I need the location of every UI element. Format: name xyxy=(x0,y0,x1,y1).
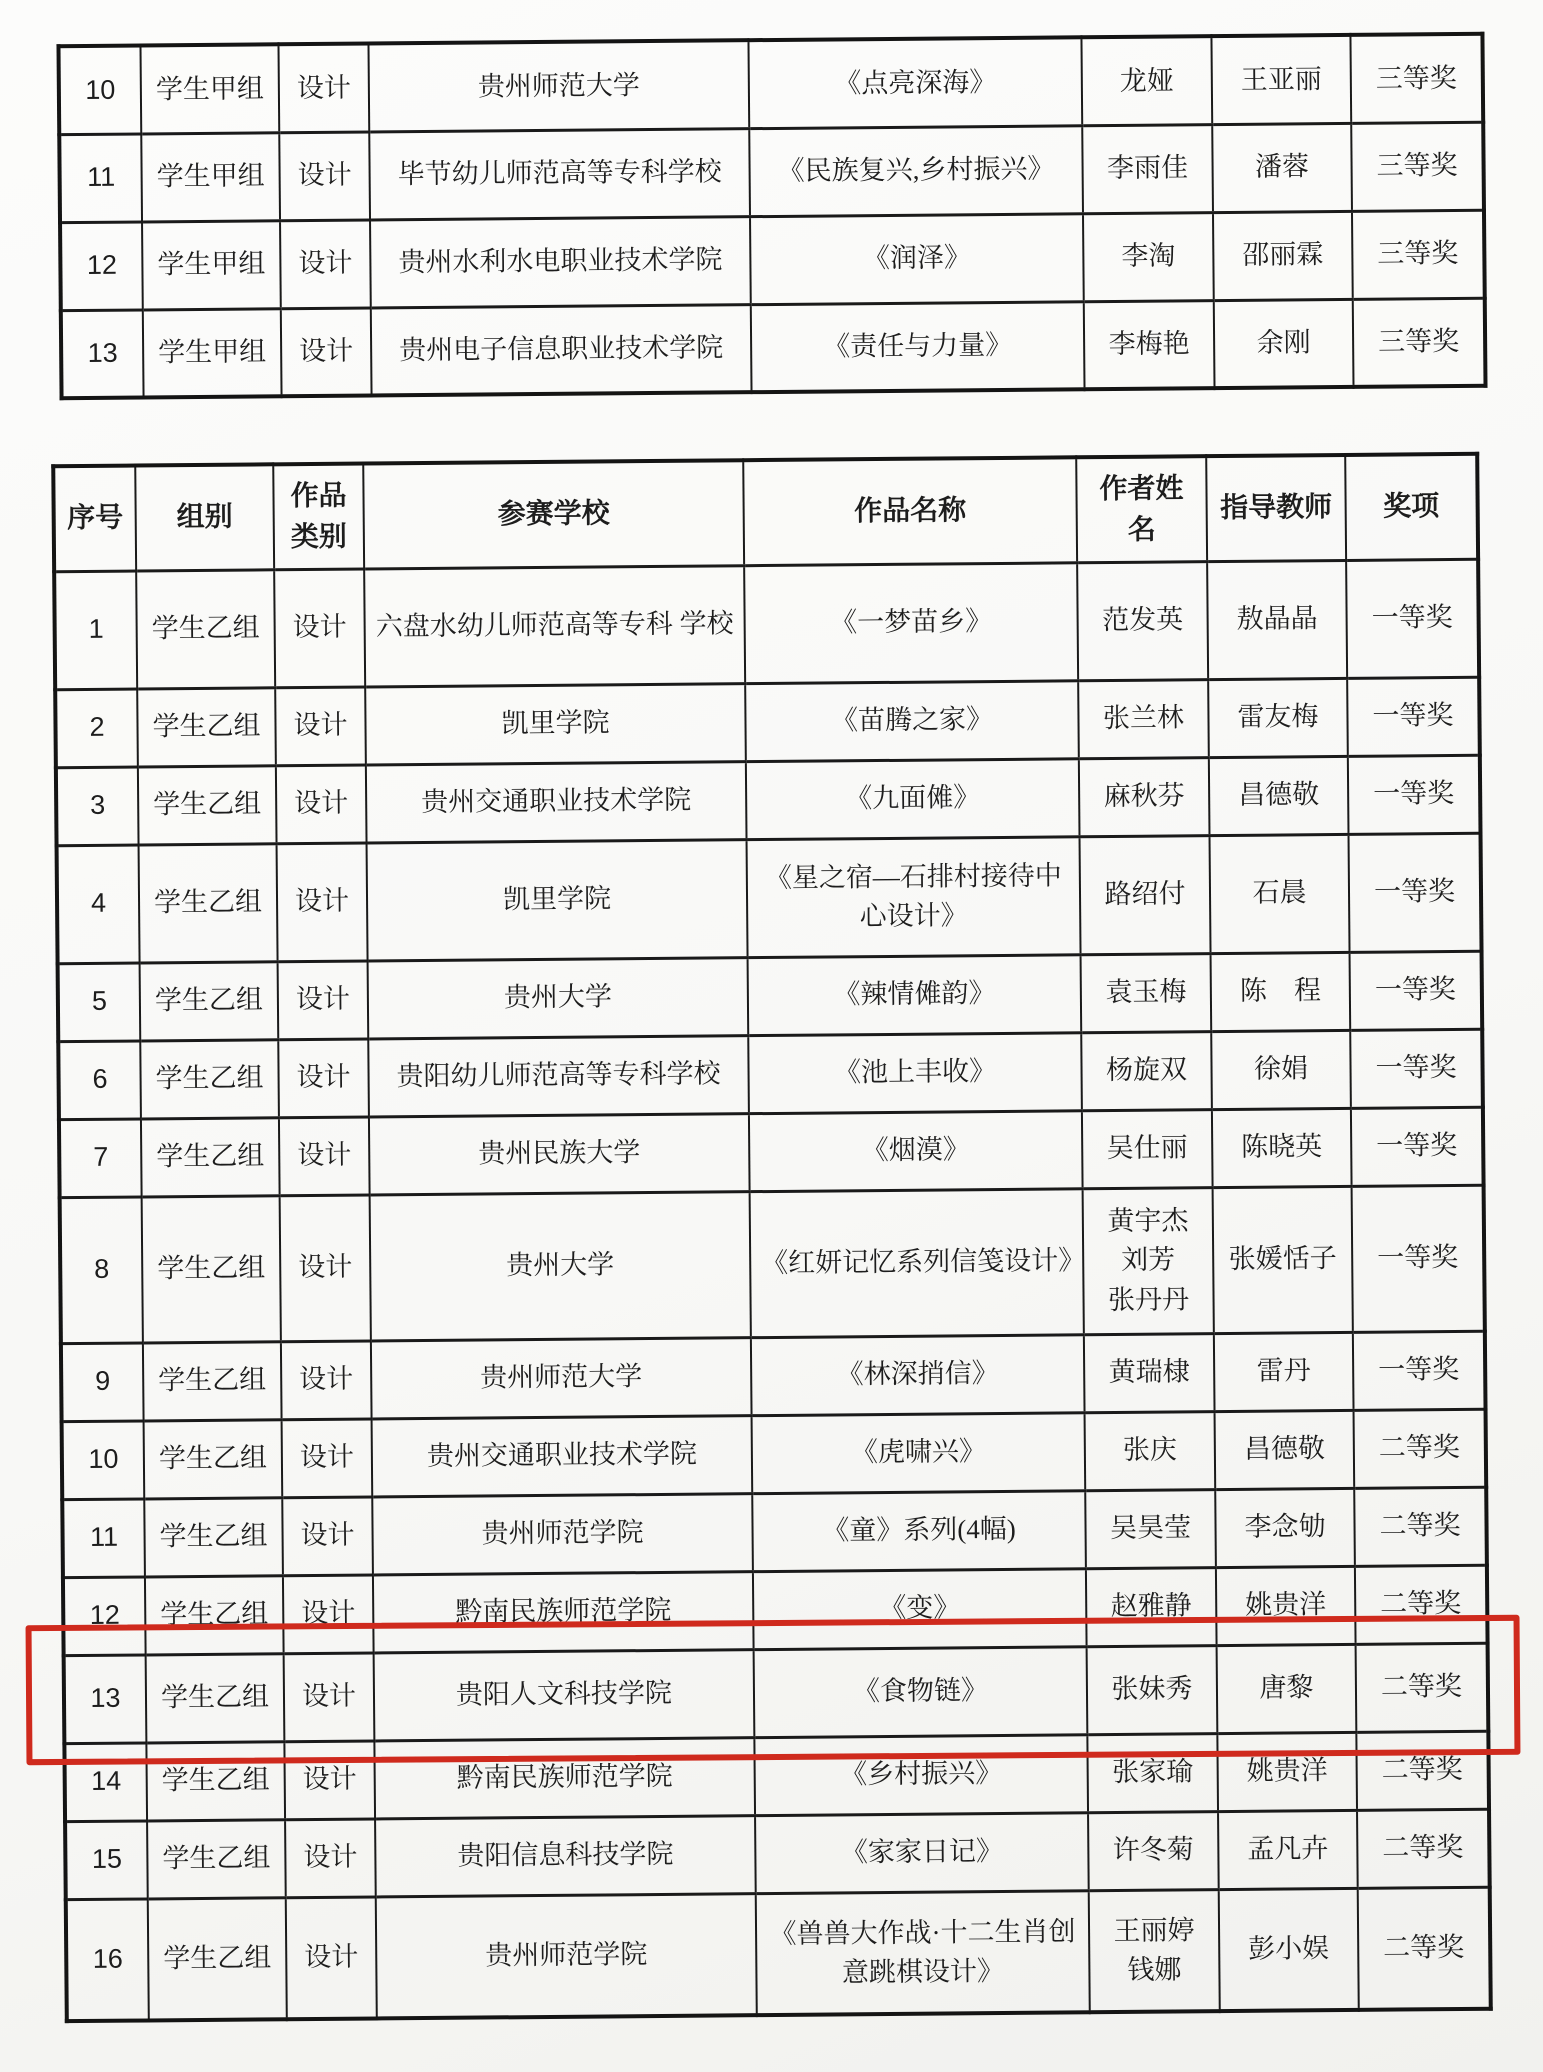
cell-author: 黄瑞棣 xyxy=(1084,1333,1215,1412)
cell-school: 贵州电子信息职业技术学院 xyxy=(371,304,752,395)
table-row xyxy=(65,1809,1490,1899)
cell-group: 学生乙组 xyxy=(144,1419,283,1498)
cell-group: 学生乙组 xyxy=(145,1575,284,1654)
cell-work-title: 《一梦苗乡》 xyxy=(744,562,1078,683)
cell-group: 学生乙组 xyxy=(141,1117,280,1196)
cell-school: 贵州大学 xyxy=(368,957,749,1038)
cell-author: 黄宇杰 刘芳 张丹丹 xyxy=(1083,1187,1214,1334)
cell-serial: 16 xyxy=(66,1898,149,2021)
cell-school: 贵州师范学院 xyxy=(376,1893,757,2018)
cell-school: 贵州师范大学 xyxy=(368,40,749,131)
cell-work-title: 《变》 xyxy=(753,1568,1087,1649)
cell-advisor: 昌德敬 xyxy=(1209,756,1349,835)
cell-award: 二等奖 xyxy=(1355,1565,1488,1644)
cell-group: 学生乙组 xyxy=(136,569,275,688)
cell-category: 设计 xyxy=(282,1496,373,1575)
cell-category: 设计 xyxy=(279,1116,370,1195)
cell-author: 杨旋双 xyxy=(1081,1031,1212,1110)
cell-category: 设计 xyxy=(284,1652,375,1741)
cell-group: 学生乙组 xyxy=(137,687,276,766)
cell-group: 学生乙组 xyxy=(138,765,277,844)
table-row xyxy=(58,951,1483,1041)
cell-group: 学生乙组 xyxy=(140,1039,279,1118)
table-row xyxy=(61,1331,1486,1421)
cell-award: 一等奖 xyxy=(1351,1107,1484,1186)
cell-author: 袁玉梅 xyxy=(1081,953,1212,1032)
cell-author: 许冬菊 xyxy=(1088,1811,1219,1890)
cell-advisor: 姚贵洋 xyxy=(1217,1732,1357,1811)
cell-category: 设计 xyxy=(275,687,366,766)
cell-serial: 9 xyxy=(61,1342,144,1421)
table-row xyxy=(55,677,1480,767)
cell-author: 李梅艳 xyxy=(1084,300,1215,389)
table-row-highlighted xyxy=(64,1643,1489,1743)
cell-award: 一等奖 xyxy=(1352,1185,1485,1332)
cell-work-title: 《点亮深海》 xyxy=(748,37,1082,128)
header-serial: 序号 xyxy=(53,466,136,572)
cell-serial: 13 xyxy=(61,309,144,398)
cell-school: 贵州大学 xyxy=(370,1191,751,1340)
cell-award: 一等奖 xyxy=(1348,755,1481,834)
header-advisor: 指导教师 xyxy=(1206,455,1346,561)
cell-advisor: 雷友梅 xyxy=(1208,678,1348,757)
cell-category: 设计 xyxy=(279,131,370,220)
cell-work-title: 《乡村振兴》 xyxy=(754,1734,1088,1815)
award-table-group-a-grid xyxy=(56,32,1487,400)
cell-school: 凯里学院 xyxy=(367,839,748,960)
cell-school: 贵州交通职业技术学院 xyxy=(366,761,747,842)
table-row xyxy=(58,34,1483,134)
cell-advisor: 石晨 xyxy=(1210,834,1350,953)
cell-serial: 10 xyxy=(58,45,141,134)
award-table-group-b xyxy=(51,452,1489,2023)
cell-group: 学生乙组 xyxy=(148,1897,287,2020)
cell-author: 范发英 xyxy=(1077,561,1208,680)
cell-advisor: 唐黎 xyxy=(1217,1644,1357,1733)
header-author: 作者姓名 xyxy=(1076,456,1207,562)
cell-serial: 14 xyxy=(64,1742,147,1821)
cell-author: 王丽婷 钱娜 xyxy=(1089,1889,1220,2012)
cell-serial: 10 xyxy=(62,1420,145,1499)
cell-serial: 4 xyxy=(57,844,140,963)
cell-group: 学生甲组 xyxy=(142,220,281,309)
award-table-group-b-grid xyxy=(51,452,1493,2023)
cell-category: 设计 xyxy=(281,1340,372,1419)
cell-work-title: 《九面傩》 xyxy=(746,758,1080,839)
table-header-row xyxy=(53,454,1478,571)
cell-award: 一等奖 xyxy=(1350,951,1483,1030)
cell-advisor: 邵丽霖 xyxy=(1213,211,1353,300)
award-table-group-a xyxy=(56,32,1483,400)
cell-award: 三等奖 xyxy=(1351,122,1484,211)
cell-advisor: 孟凡卉 xyxy=(1218,1810,1358,1889)
cell-group: 学生甲组 xyxy=(140,44,279,133)
cell-school: 贵阳幼儿师范高等专科学校 xyxy=(368,1035,749,1116)
cell-group: 学生乙组 xyxy=(146,1653,285,1742)
cell-advisor: 徐娟 xyxy=(1211,1030,1351,1109)
cell-award: 三等奖 xyxy=(1352,210,1485,299)
table-row xyxy=(59,1107,1484,1197)
cell-school: 黔南民族师范学院 xyxy=(374,1737,755,1818)
header-school: 参赛学校 xyxy=(363,460,744,568)
cell-advisor: 陈 程 xyxy=(1211,952,1351,1031)
header-work-title: 作品名称 xyxy=(743,457,1077,565)
cell-school: 凯里学院 xyxy=(365,683,746,764)
cell-serial: 12 xyxy=(63,1576,146,1655)
table-row xyxy=(62,1487,1487,1577)
table-row xyxy=(63,1565,1488,1655)
cell-group: 学生乙组 xyxy=(142,1195,281,1342)
cell-group: 学生乙组 xyxy=(140,961,279,1040)
cell-award: 一等奖 xyxy=(1353,1331,1486,1410)
table-row xyxy=(60,1185,1485,1343)
table-row xyxy=(54,559,1479,689)
cell-category: 设计 xyxy=(282,1418,373,1497)
cell-category: 设计 xyxy=(276,765,367,844)
cell-work-title: 《家家日记》 xyxy=(755,1812,1089,1893)
cell-category: 设计 xyxy=(274,569,365,688)
cell-work-title: 《食物链》 xyxy=(754,1646,1088,1737)
cell-author: 李淘 xyxy=(1083,212,1214,301)
cell-advisor: 李念劬 xyxy=(1215,1488,1355,1567)
cell-work-title: 《民族复兴,乡村振兴》 xyxy=(749,125,1083,216)
cell-school: 黔南民族师范学院 xyxy=(373,1571,754,1652)
cell-author: 龙娅 xyxy=(1081,36,1212,125)
cell-advisor: 敖晶晶 xyxy=(1207,560,1347,679)
cell-work-title: 《责任与力量》 xyxy=(751,301,1085,392)
cell-work-title: 《星之宿—石排村接待中心设计》 xyxy=(747,836,1081,957)
cell-award: 二等奖 xyxy=(1357,1809,1490,1888)
cell-author: 路绍付 xyxy=(1080,835,1211,954)
cell-group: 学生甲组 xyxy=(143,308,282,397)
table-row xyxy=(56,755,1481,845)
cell-author: 张兰林 xyxy=(1078,679,1209,758)
cell-author: 麻秋芬 xyxy=(1079,757,1210,836)
cell-advisor: 张媛恬子 xyxy=(1213,1186,1353,1333)
cell-author: 李雨佳 xyxy=(1082,124,1213,213)
cell-category: 设计 xyxy=(277,843,368,962)
cell-award: 一等奖 xyxy=(1350,1029,1483,1108)
cell-category: 设计 xyxy=(278,43,369,132)
cell-serial: 1 xyxy=(54,571,137,690)
cell-group: 学生乙组 xyxy=(146,1741,285,1820)
cell-advisor: 潘蓉 xyxy=(1212,123,1352,212)
cell-advisor: 余刚 xyxy=(1214,299,1354,388)
cell-serial: 11 xyxy=(59,133,142,222)
cell-award: 三等奖 xyxy=(1353,298,1486,387)
cell-serial: 13 xyxy=(64,1654,147,1743)
cell-award: 一等奖 xyxy=(1346,559,1479,678)
cell-category: 设计 xyxy=(280,219,371,308)
header-group: 组别 xyxy=(135,464,274,570)
cell-school: 贵阳人文科技学院 xyxy=(374,1649,755,1740)
table-row xyxy=(61,298,1486,398)
cell-school: 贵州民族大学 xyxy=(369,1113,750,1194)
table-row xyxy=(57,833,1482,963)
cell-advisor: 雷丹 xyxy=(1214,1332,1354,1411)
cell-advisor: 陈晓英 xyxy=(1212,1108,1352,1187)
cell-group: 学生乙组 xyxy=(144,1497,283,1576)
cell-work-title: 《林深捎信》 xyxy=(751,1334,1085,1415)
cell-category: 设计 xyxy=(281,307,372,396)
cell-category: 设计 xyxy=(278,961,369,1040)
cell-award: 三等奖 xyxy=(1350,34,1483,123)
cell-serial: 11 xyxy=(62,1498,145,1577)
cell-serial: 12 xyxy=(60,221,143,310)
cell-serial: 15 xyxy=(65,1820,148,1899)
cell-award: 二等奖 xyxy=(1354,1487,1487,1566)
table-row xyxy=(59,122,1484,222)
cell-school: 贵州师范学院 xyxy=(372,1493,753,1574)
cell-author: 吴仕丽 xyxy=(1082,1109,1213,1188)
cell-work-title: 《兽兽大作战·十二生肖创意跳棋设计》 xyxy=(756,1890,1090,2015)
cell-author: 张庆 xyxy=(1085,1411,1216,1490)
cell-author: 张妹秀 xyxy=(1087,1645,1218,1734)
cell-author: 张家瑜 xyxy=(1087,1733,1218,1812)
cell-advisor: 彭小娱 xyxy=(1219,1888,1359,2011)
cell-work-title: 《童》系列(4幅) xyxy=(752,1490,1086,1571)
header-category: 作品 类别 xyxy=(273,464,364,570)
cell-work-title: 《池上丰收》 xyxy=(748,1032,1082,1113)
cell-work-title: 《辣情傩韵》 xyxy=(748,954,1082,1035)
cell-work-title: 《红妍记忆系列信笺设计》 xyxy=(750,1188,1084,1337)
cell-work-title: 《苗腾之家》 xyxy=(745,680,1079,761)
cell-award: 一等奖 xyxy=(1349,833,1482,952)
cell-school: 贵州水利水电职业技术学院 xyxy=(370,216,751,307)
cell-group: 学生乙组 xyxy=(147,1819,286,1898)
cell-author: 赵雅静 xyxy=(1086,1567,1217,1646)
cell-school: 六盘水幼儿师范高等专科 学校 xyxy=(364,565,745,686)
cell-school: 贵阳信息科技学院 xyxy=(375,1815,756,1896)
cell-category: 设计 xyxy=(278,1038,369,1117)
cell-advisor: 姚贵洋 xyxy=(1216,1566,1356,1645)
table-row xyxy=(60,210,1485,310)
cell-category: 设计 xyxy=(285,1818,376,1897)
cell-serial: 5 xyxy=(58,962,141,1041)
cell-award: 二等奖 xyxy=(1354,1409,1487,1488)
cell-award: 二等奖 xyxy=(1358,1887,1491,2010)
cell-school: 毕节幼儿师范高等专科学校 xyxy=(369,128,750,219)
cell-category: 设计 xyxy=(283,1574,374,1653)
cell-serial: 7 xyxy=(59,1118,142,1197)
cell-work-title: 《润泽》 xyxy=(750,213,1084,304)
table-row xyxy=(66,1887,1491,2021)
cell-author: 吴昊莹 xyxy=(1085,1489,1216,1568)
cell-serial: 8 xyxy=(60,1196,143,1343)
cell-work-title: 《烟漠》 xyxy=(749,1110,1083,1191)
cell-serial: 6 xyxy=(58,1040,141,1119)
cell-category: 设计 xyxy=(284,1740,375,1819)
cell-award: 二等奖 xyxy=(1356,1731,1489,1810)
table-row xyxy=(58,1029,1483,1119)
cell-advisor: 王亚丽 xyxy=(1211,35,1351,124)
cell-group: 学生甲组 xyxy=(141,132,280,221)
cell-award: 二等奖 xyxy=(1356,1643,1489,1732)
header-award: 奖项 xyxy=(1345,454,1478,560)
table-row xyxy=(62,1409,1487,1499)
cell-group: 学生乙组 xyxy=(143,1341,282,1420)
cell-school: 贵州师范大学 xyxy=(371,1337,752,1418)
cell-award: 一等奖 xyxy=(1347,677,1480,756)
cell-work-title: 《虎啸兴》 xyxy=(752,1412,1086,1493)
cell-advisor: 昌德敬 xyxy=(1215,1410,1355,1489)
cell-group: 学生乙组 xyxy=(139,843,278,962)
cell-category: 设计 xyxy=(286,1896,377,2019)
cell-serial: 3 xyxy=(56,766,139,845)
cell-category: 设计 xyxy=(280,1194,371,1341)
table-row xyxy=(64,1731,1489,1821)
cell-school: 贵州交通职业技术学院 xyxy=(372,1415,753,1496)
cell-serial: 2 xyxy=(55,689,138,768)
